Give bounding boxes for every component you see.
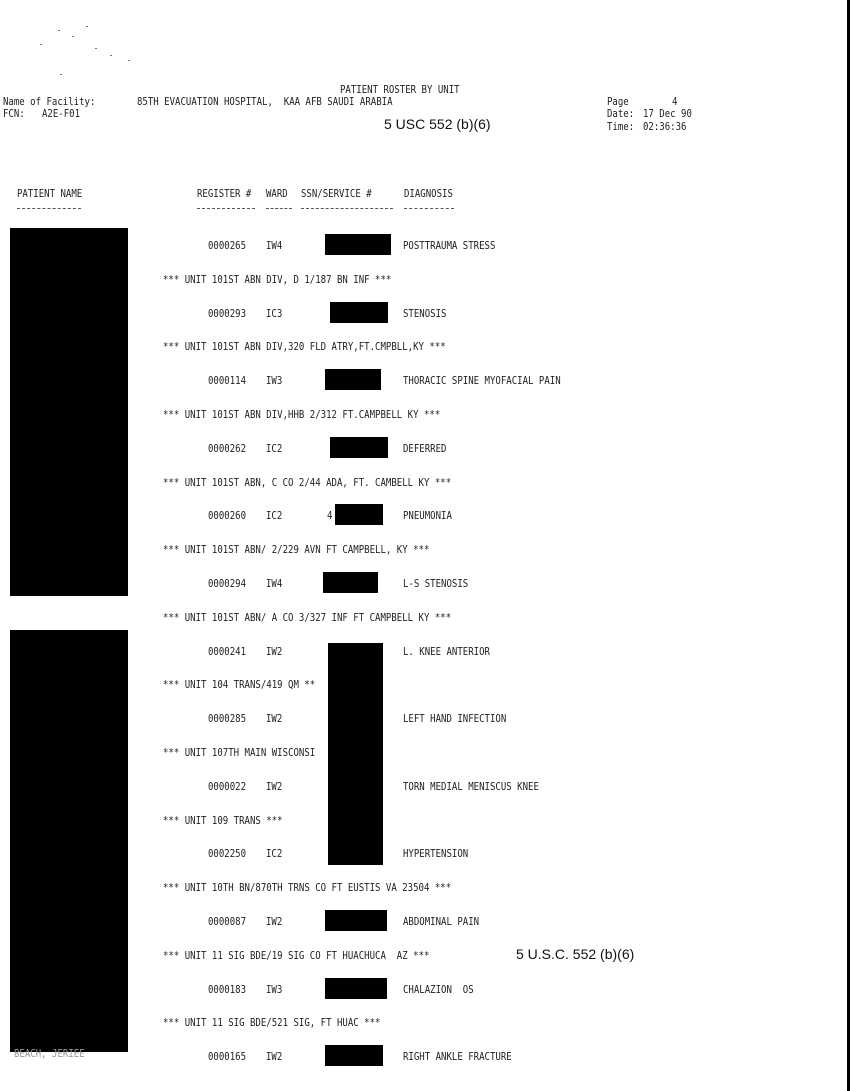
register-number: 0000114 [208, 375, 247, 388]
col-ward: WARD [266, 188, 288, 200]
underline-register [197, 208, 255, 209]
col-diagnosis: DIAGNOSIS [404, 188, 453, 200]
register-number: 0000022 [208, 780, 247, 793]
diagnosis: ABDOMINAL PAIN [403, 916, 480, 928]
underline-diagnosis [404, 208, 454, 209]
unit-header: *** UNIT 104 TRANS/419 QM ** [163, 679, 316, 692]
redaction-ssn [335, 504, 383, 525]
register-number: 0000293 [208, 307, 247, 320]
unit-header: *** UNIT 101ST ABN DIV, D 1/187 BN INF *** [163, 273, 392, 286]
col-patient-name: PATIENT NAME [17, 188, 83, 200]
unit-header: *** UNIT 101ST ABN DIV,HHB 2/312 FT.CAMPBELL KY *** [163, 409, 441, 421]
ward: IW3 [266, 375, 283, 388]
ward: IW3 [266, 983, 283, 996]
redaction-ssn-column [328, 643, 383, 865]
diagnosis: THORACIC SPINE MYOFACIAL PAIN [403, 375, 561, 388]
facility-name: 85TH EVACUATION HOSPITAL, KAA AFB SAUDI ARABIA [137, 96, 393, 108]
unit-header: *** UNIT 11 SIG BDE/521 SIG, FT HUAC *** [163, 1017, 381, 1030]
unit-header: *** UNIT 107TH MAIN WISCONSI [163, 747, 316, 759]
underline-ssn [301, 208, 393, 209]
diagnosis: PNEUMONIA [403, 510, 452, 523]
partial-patient-name: BEACH, JERIEE [14, 1048, 85, 1060]
ward: IW2 [266, 780, 283, 793]
register-number: 0000285 [208, 713, 247, 726]
diagnosis: STENOSIS [403, 307, 447, 320]
time-label: Time: [607, 121, 635, 133]
register-number: 0002250 [208, 848, 247, 861]
date-value: 17 Dec 90 [643, 108, 692, 120]
page-value: 4 [672, 96, 678, 108]
redaction-ssn [330, 302, 388, 323]
unit-header: *** UNIT 101ST ABN DIV,320 FLD ATRY,FT.CMPBLL,KY *** [163, 341, 446, 354]
redaction-names-block-2 [10, 630, 128, 1052]
diagnosis: L. KNEE ANTERIOR [403, 645, 490, 658]
register-number: 0000241 [208, 645, 247, 658]
ward: IC2 [266, 510, 283, 523]
register-number: 0000265 [208, 240, 247, 252]
redaction-ssn [325, 910, 387, 931]
register-number: 0000165 [208, 1051, 247, 1064]
unit-header: *** UNIT 109 TRANS *** [163, 814, 283, 827]
unit-header: *** UNIT 101ST ABN/ A CO 3/327 INF FT CAMPBELL KY *** [163, 611, 452, 624]
time-value: 02:36:36 [643, 121, 687, 133]
register-number: 0000260 [208, 510, 247, 523]
redaction-ssn [325, 978, 387, 999]
ward: IW2 [266, 1051, 283, 1064]
unit-header: *** UNIT 101ST ABN, C CO 2/44 ADA, FT. CAMBELL KY *** [163, 476, 452, 489]
fcn-label: FCN: [3, 108, 25, 120]
redaction-ssn [330, 437, 388, 458]
ssn-prefix: 4 [327, 510, 333, 523]
unit-header: *** UNIT 11 SIG BDE/19 SIG CO FT HUACHUCA AZ *** [163, 949, 430, 962]
ward: IW2 [266, 645, 283, 658]
register-number: 0000294 [208, 578, 247, 590]
exemption-bottom: 5 U.S.C. 552 (b)(6) [516, 946, 635, 962]
redaction-ssn [323, 572, 378, 593]
report-title: PATIENT ROSTER BY UNIT [340, 84, 460, 96]
unit-header: *** UNIT 101ST ABN/ 2/229 AVN FT CAMPBELL, KY *** [163, 544, 430, 557]
register-number: 0000183 [208, 983, 247, 996]
page-label: Page [607, 96, 629, 108]
redaction-ssn [325, 369, 381, 390]
facility-label: Name of Facility: [3, 96, 96, 108]
ward: IC3 [266, 307, 283, 320]
redaction-ssn [325, 234, 391, 255]
diagnosis: LEFT HAND INFECTION [403, 713, 507, 726]
diagnosis: TORN MEDIAL MENISCUS KNEE [403, 780, 539, 793]
ward: IW4 [266, 240, 283, 252]
diagnosis: RIGHT ANKLE FRACTURE [403, 1051, 512, 1064]
ward: IW2 [266, 713, 283, 726]
underline-ward [266, 208, 292, 209]
register-number: 0000262 [208, 442, 247, 455]
col-ssn: SSN/SERVICE # [301, 188, 372, 200]
ward: IW4 [266, 578, 283, 590]
diagnosis: HYPERTENSION [403, 848, 469, 861]
ward: IW2 [266, 916, 283, 928]
redaction-names-block-1 [10, 228, 128, 596]
register-number: 0000087 [208, 916, 247, 928]
diagnosis: L-S STENOSIS [403, 578, 469, 590]
ward: IC2 [266, 442, 283, 455]
diagnosis: DEFERRED [403, 442, 447, 455]
exemption-top: 5 USC 552 (b)(6) [384, 116, 491, 132]
redaction-ssn [325, 1045, 383, 1066]
date-label: Date: [607, 108, 635, 120]
unit-header: *** UNIT 10TH BN/870TH TRNS CO FT EUSTIS VA 23504 *** [163, 882, 452, 895]
diagnosis: POSTTRAUMA STRESS [403, 240, 496, 252]
underline-patient [17, 208, 81, 209]
fcn-value: A2E-F01 [42, 108, 81, 120]
col-register: REGISTER # [197, 188, 252, 200]
ward: IC2 [266, 848, 283, 861]
diagnosis: CHALAZION OS [403, 983, 474, 996]
